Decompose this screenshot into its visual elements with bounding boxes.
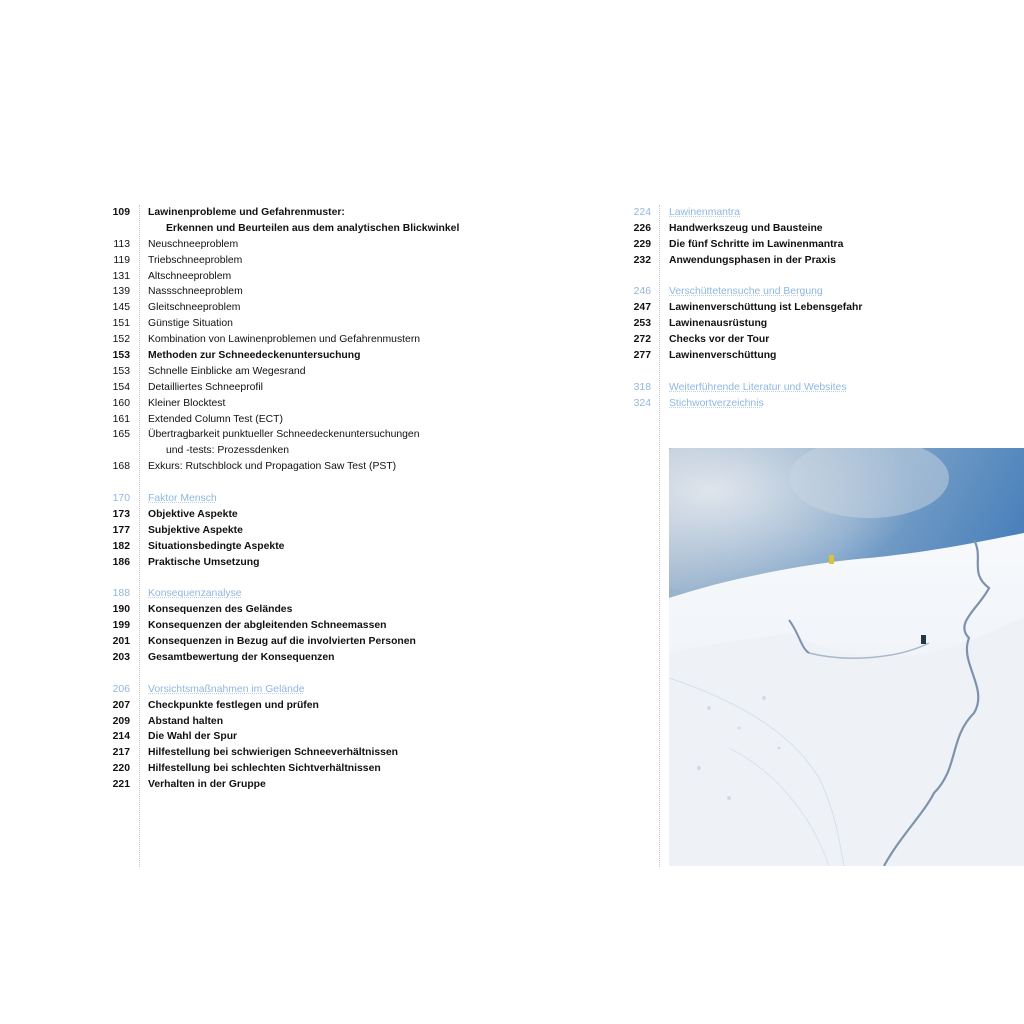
toc-entry (622, 253, 1022, 269)
toc-entry-continuation (100, 443, 570, 459)
toc-page-number: 214 (112, 731, 130, 743)
toc-entry (100, 650, 570, 666)
toc-entry (100, 729, 570, 745)
toc-title: Objektive Aspekte (148, 508, 238, 520)
toc-entry (100, 284, 570, 300)
toc-entry (100, 634, 570, 650)
toc-page-number: 139 (112, 286, 130, 298)
toc-entry (622, 332, 1022, 348)
toc-page-number: 206 (112, 683, 130, 695)
toc-entry (622, 221, 1022, 237)
toc-entry (100, 269, 570, 285)
toc-title: Anwendungsphasen in der Praxis (669, 254, 836, 266)
toc-entry (100, 205, 570, 221)
toc-entry (100, 539, 570, 555)
toc-page-number: 277 (633, 350, 651, 362)
toc-page-number: 246 (633, 286, 651, 298)
toc-title: und -tests: Prozessdenken (166, 445, 290, 457)
toc-title: Übertragbarkeit punktueller Schneedeckenuntersuchungen (148, 429, 420, 441)
toc-title: Gesamtbewertung der Konsequenzen (148, 651, 335, 663)
toc-page-number: 177 (112, 524, 130, 536)
toc-title: Lawinenausrüstung (669, 318, 768, 330)
toc-page-number: 182 (112, 540, 130, 552)
toc-title: Checkpunkte festlegen und prüfen (148, 699, 319, 711)
toc-title: Kombination von Lawinenproblemen und Gefahrenmustern (148, 334, 421, 346)
toc-entry (622, 316, 1022, 332)
toc-title: Triebschneeproblem (148, 254, 243, 266)
toc-title: Subjektive Aspekte (148, 524, 243, 536)
toc-left-column (100, 205, 570, 793)
toc-page-number: 220 (112, 763, 130, 775)
toc-page-number: 226 (633, 222, 651, 234)
toc-page-number: 145 (112, 302, 130, 314)
toc-title: Checks vor der Tour (669, 334, 770, 346)
toc-entry (100, 332, 570, 348)
toc-page-number: 209 (112, 715, 130, 727)
toc-entry (100, 364, 570, 380)
toc-spacer (622, 364, 1022, 380)
toc-title: Lawinenmantra (669, 207, 741, 218)
toc-title: Altschneeproblem (148, 270, 232, 282)
toc-entry (622, 348, 1022, 364)
toc-title: Lawinenverschüttung (669, 350, 777, 362)
toc-right-column (622, 205, 1022, 412)
ski-slope-photo (669, 448, 1024, 866)
skier-figure (829, 555, 834, 564)
toc-section-header (622, 396, 1022, 412)
toc-entry (100, 618, 570, 634)
toc-spacer (100, 475, 570, 491)
toc-spacer (100, 666, 570, 682)
toc-title: Günstige Situation (148, 318, 233, 330)
toc-page-number: 247 (633, 302, 651, 314)
toc-page-number: 131 (112, 270, 130, 282)
toc-page-number: 113 (113, 238, 130, 250)
toc-entry (100, 348, 570, 364)
toc-page-number: 207 (112, 699, 130, 711)
toc-entry (100, 459, 570, 475)
toc-title: Verhalten in der Gruppe (148, 779, 266, 791)
toc-title: Kleiner Blocktest (148, 397, 226, 409)
toc-title: Methoden zur Schneedeckenuntersuchung (148, 350, 361, 362)
toc-entry (100, 237, 570, 253)
toc-title: Hilfestellung bei schlechten Sichtverhältnissen (148, 763, 381, 775)
toc-title: Konsequenzanalyse (148, 588, 242, 600)
toc-title: Handwerkszeug und Bausteine (669, 222, 823, 234)
toc-title: Gleitschneeproblem (148, 302, 241, 314)
toc-page-number: 203 (112, 651, 130, 663)
toc-entry (100, 396, 570, 412)
toc-entry (100, 714, 570, 730)
toc-entry (100, 427, 570, 443)
toc-page-number: 190 (112, 604, 130, 616)
toc-page-number: 109 (112, 207, 130, 218)
toc-title: Konsequenzen der abgleitenden Schneemassen (148, 620, 387, 632)
toc-entry (100, 777, 570, 793)
toc-title: Nassschneeproblem (148, 286, 243, 298)
toc-title: Vorsichtsmaßnahmen im Gelände (148, 683, 305, 695)
toc-title: Situationsbedingte Aspekte (148, 540, 285, 552)
toc-title: Extended Column Test (ECT) (148, 413, 283, 425)
toc-page-number: 188 (112, 588, 130, 600)
toc-page-number: 201 (112, 636, 130, 648)
toc-entry (100, 698, 570, 714)
toc-title: Erkennen und Beurteilen aus dem analytischen Blickwinkel (166, 222, 460, 234)
toc-section-header (100, 682, 570, 698)
toc-entry (100, 300, 570, 316)
toc-entry (100, 507, 570, 523)
toc-page-number: 165 (112, 429, 130, 441)
toc-page-number: 170 (112, 493, 130, 505)
toc-title: Neuschneeproblem (148, 238, 239, 250)
toc-title: Praktische Umsetzung (148, 556, 260, 568)
toc-title: Lawinenprobleme und Gefahrenmuster: (148, 207, 345, 218)
toc-title: Die Wahl der Spur (148, 731, 238, 743)
toc-entry (100, 555, 570, 571)
toc-entry (100, 412, 570, 428)
toc-page-number: 160 (112, 397, 130, 409)
toc-section-header (622, 284, 1022, 300)
toc-page-number: 173 (112, 508, 130, 520)
toc-page-number: 229 (633, 238, 651, 250)
toc-entry-continuation (100, 221, 570, 237)
toc-page-number: 324 (633, 397, 651, 409)
toc-page-number: 253 (633, 318, 651, 330)
toc-title: Abstand halten (148, 715, 224, 727)
toc-title: Exkurs: Rutschblock und Propagation Saw Test (PST) (148, 461, 397, 473)
toc-entry (100, 761, 570, 777)
toc-entry (100, 316, 570, 332)
toc-page-number: 199 (112, 620, 130, 632)
toc-page-number: 153 (112, 350, 130, 362)
toc-page-number: 119 (113, 254, 130, 266)
toc-title: Weiterführende Literatur und Websites (669, 381, 847, 393)
toc-page-number: 272 (633, 334, 651, 346)
toc-page-number: 224 (633, 207, 651, 218)
toc-page-number: 168 (112, 461, 130, 473)
toc-entry (622, 300, 1022, 316)
toc-page-number: 221 (112, 779, 130, 791)
toc-title: Detailliertes Schneeprofil (148, 381, 263, 393)
toc-page-number: 318 (633, 381, 651, 393)
toc-entry (622, 237, 1022, 253)
toc-title: Konsequenzen in Bezug auf die involvierten Personen (148, 636, 416, 648)
toc-title: Stichwortverzeichnis (669, 397, 764, 409)
toc-entry (100, 523, 570, 539)
toc-title: Lawinenverschüttung ist Lebensgefahr (669, 302, 863, 314)
toc-section-header (622, 205, 1022, 221)
toc-entry (100, 380, 570, 396)
toc-title: Schnelle Einblicke am Wegesrand (148, 365, 306, 377)
toc-page-number: 152 (112, 334, 130, 346)
toc-page-number: 151 (112, 318, 130, 330)
toc-title: Hilfestellung bei schwierigen Schneeverhältnissen (148, 747, 399, 759)
toc-page-number: 153 (112, 365, 130, 377)
toc-page-number: 232 (633, 254, 651, 266)
toc-title: Die fünf Schritte im Lawinenmantra (669, 238, 844, 250)
toc-page-number: 186 (112, 556, 130, 568)
toc-section-header (622, 380, 1022, 396)
toc-page-number: 154 (112, 381, 130, 393)
toc-spacer (622, 269, 1022, 285)
toc-page-number: 217 (112, 747, 130, 759)
toc-page-number: 161 (112, 413, 130, 425)
toc-title: Verschüttetensuche und Bergung (669, 286, 823, 298)
toc-title: Konsequenzen des Geländes (148, 604, 293, 616)
toc-section-header (100, 586, 570, 602)
toc-spacer (100, 570, 570, 586)
toc-entry (100, 602, 570, 618)
toc-title: Faktor Mensch (148, 493, 217, 505)
toc-section-header (100, 491, 570, 507)
toc-entry (100, 745, 570, 761)
toc-entry (100, 253, 570, 269)
